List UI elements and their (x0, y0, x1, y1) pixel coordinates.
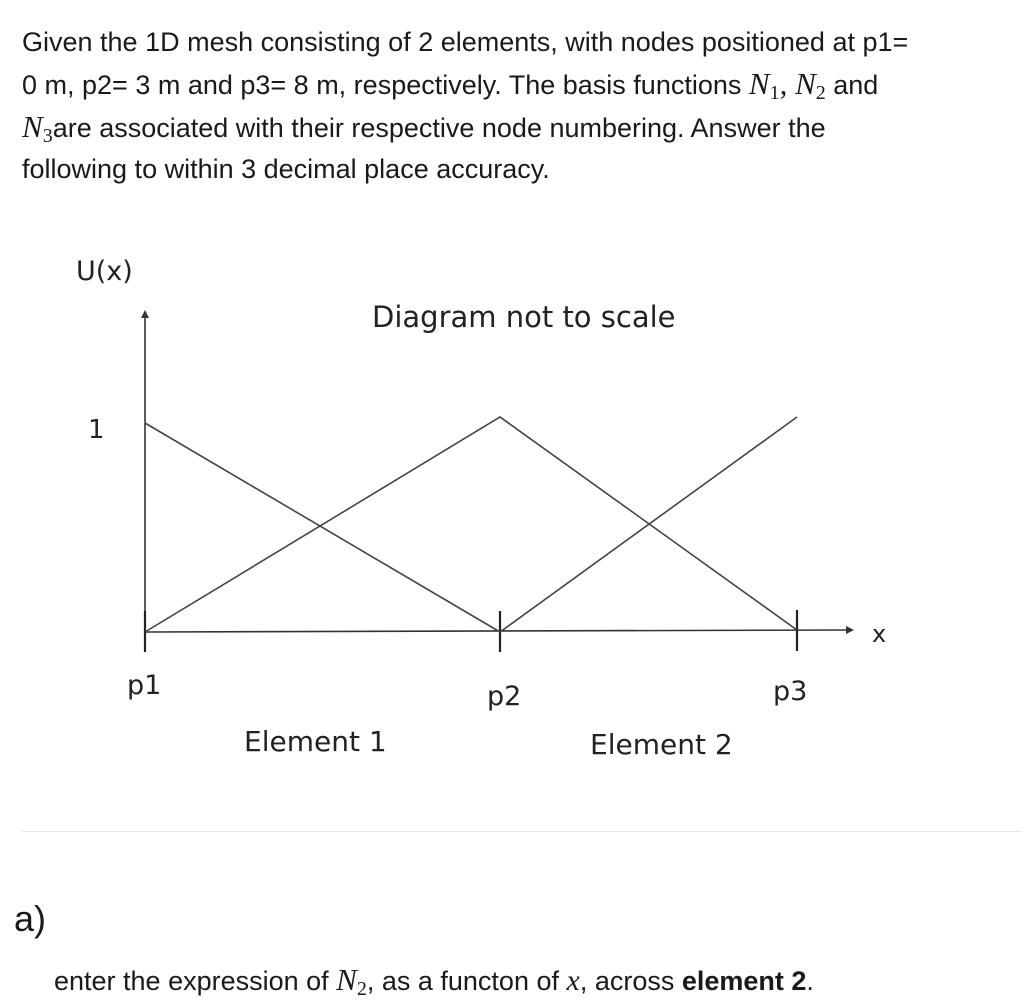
n2-symbol-prompt: $N_2$ (336, 962, 367, 1000)
basis-function-diagram (0, 240, 1024, 780)
n3-symbol: $N_3$ (22, 109, 53, 147)
element-label-1: Element 1 (244, 725, 387, 758)
part-a-prompt-mid: , as a functon of (366, 966, 567, 996)
node-label-p3: p3 (773, 676, 808, 707)
diagram-note: Diagram not to scale (372, 300, 676, 334)
part-a-prompt-start: enter the expression of (54, 966, 337, 996)
math-comma: , (779, 66, 796, 101)
y-axis-label: U(x) (76, 256, 133, 287)
and-text: and (825, 70, 879, 100)
one-tick-label: 1 (88, 415, 105, 445)
problem-line-1: Given the 1D mesh consisting of 2 elements, with nodes positioned at p1= (22, 27, 909, 57)
part-a-label: a) (14, 898, 47, 939)
n2-symbol: $N_2$ (795, 66, 826, 104)
part-a-prompt-mid2: , across (579, 966, 682, 996)
problem-line-3-text: are associated with their respective node numbering. Answer the (52, 113, 826, 143)
element-2-bold: element 2 (681, 966, 807, 996)
x-symbol: x (566, 964, 580, 997)
problem-line-4: following to within 3 decimal place accuracy. (22, 154, 550, 184)
x-axis-label: x (872, 620, 887, 648)
section-divider (22, 831, 1022, 832)
problem-statement (22, 22, 1012, 190)
problem-line-2 (22, 63, 1012, 106)
node-label-p1: p1 (127, 670, 162, 701)
part-a-prompt (54, 960, 814, 1001)
problem-line-3 (22, 106, 1012, 149)
node-label-p2: p2 (487, 681, 522, 712)
part-a-prompt-end: . (806, 966, 814, 996)
basis-n2-line (145, 417, 797, 632)
n1-symbol: $N_1$ (748, 66, 780, 104)
element-label-2: Element 2 (590, 728, 733, 761)
problem-line-2-text: 0 m, p2= 3 m and p3= 8 m, respectively. The basis functions (22, 70, 749, 100)
